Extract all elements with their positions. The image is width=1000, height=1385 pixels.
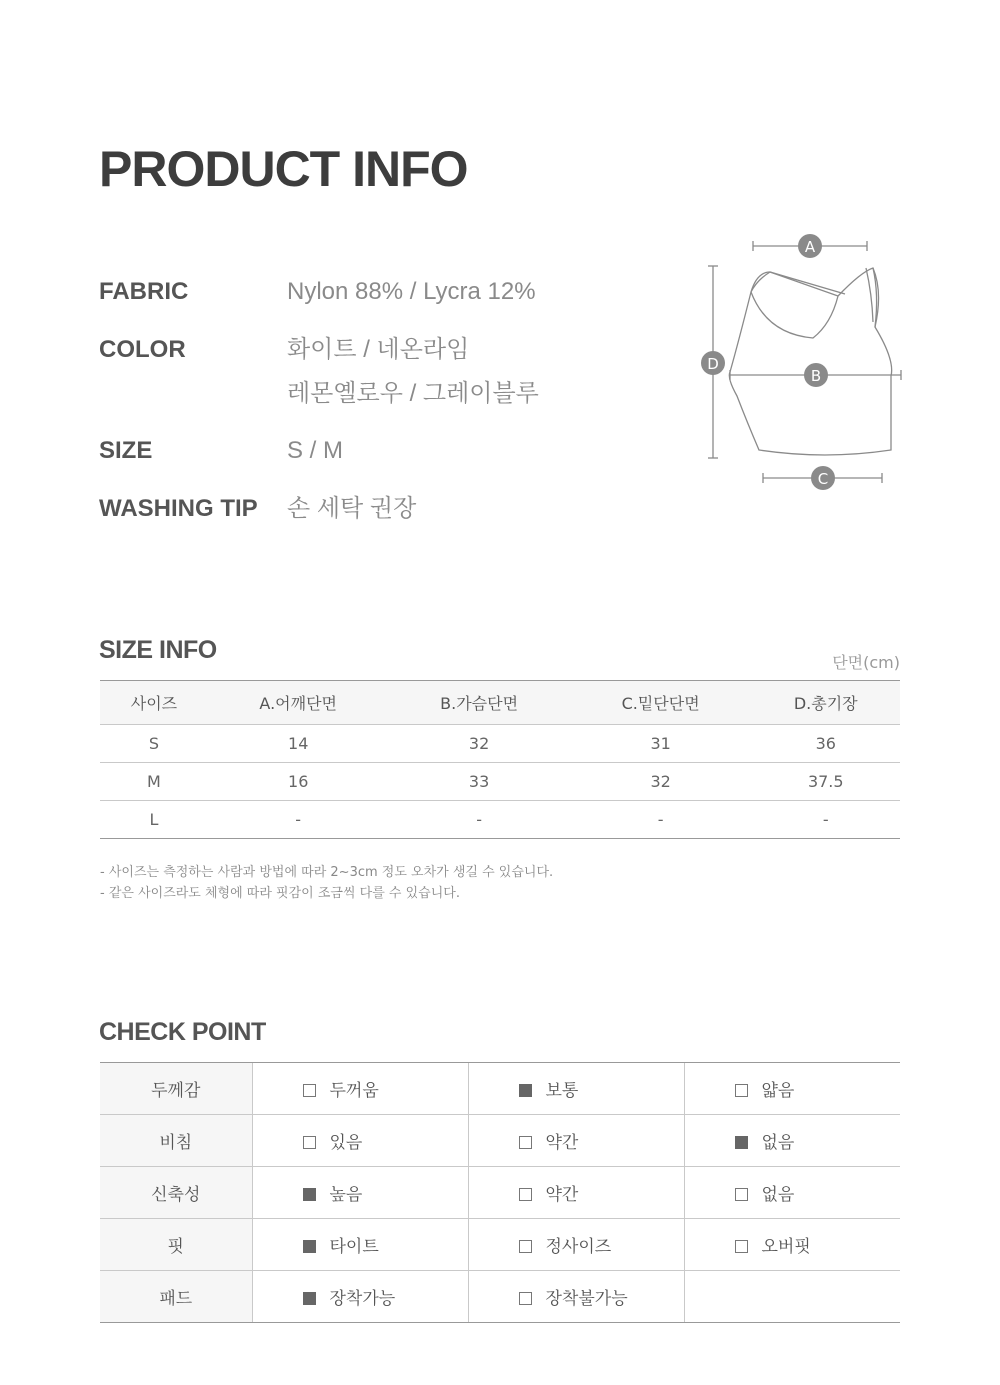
unchecked-box-icon — [303, 1136, 316, 1149]
page-title: PRODUCT INFO — [99, 141, 468, 197]
size-value: S / M — [287, 437, 344, 464]
check-option — [684, 1063, 900, 1115]
check-point-table — [100, 1062, 900, 1323]
label-d-marker — [701, 351, 725, 375]
option-label: 약간 — [545, 1133, 579, 1153]
option-label: 약간 — [545, 1185, 579, 1205]
option-label: 없음 — [761, 1133, 795, 1153]
table-cell: M — [100, 763, 208, 801]
checked-box-icon — [519, 1084, 532, 1097]
check-row-stretch — [100, 1167, 900, 1219]
option-label: 오버핏 — [761, 1237, 811, 1257]
check-option — [684, 1115, 900, 1167]
size-table — [100, 680, 900, 839]
option-label: 장착가능 — [329, 1289, 396, 1309]
check-option — [252, 1167, 468, 1219]
check-option-empty — [684, 1271, 900, 1323]
check-option — [468, 1063, 684, 1115]
header-shoulder: A.어깨단면 — [208, 681, 389, 725]
check-option — [468, 1115, 684, 1167]
checked-box-icon — [303, 1188, 316, 1201]
table-cell: - — [570, 801, 752, 839]
check-row-pad — [100, 1271, 900, 1323]
table-row — [100, 725, 900, 763]
option-label: 있음 — [329, 1133, 363, 1153]
fabric-value: Nylon 88% / Lycra 12% — [287, 278, 536, 305]
unchecked-box-icon — [519, 1136, 532, 1149]
check-row-label: 비침 — [100, 1115, 252, 1167]
check-option — [468, 1219, 684, 1271]
label-a: A — [804, 238, 816, 256]
unchecked-box-icon — [735, 1084, 748, 1097]
size-note-2: - 같은 사이즈라도 체형에 따라 핏감이 조금씩 다를 수 있습니다. — [100, 886, 460, 901]
size-table-header — [100, 681, 900, 725]
table-cell: 14 — [208, 725, 389, 763]
check-option — [468, 1271, 684, 1323]
unchecked-box-icon — [519, 1240, 532, 1253]
check-row-transparency — [100, 1115, 900, 1167]
checked-box-icon — [735, 1136, 748, 1149]
garment-measurement-diagram — [695, 232, 910, 494]
size-note-1: - 사이즈는 측정하는 사람과 방법에 따라 2~3cm 정도 오차가 생길 수 있습니다. — [100, 865, 554, 880]
checked-box-icon — [303, 1240, 316, 1253]
check-row-label: 패드 — [100, 1271, 252, 1323]
garment-outline — [729, 268, 891, 455]
check-option — [252, 1271, 468, 1323]
check-option — [684, 1167, 900, 1219]
option-label: 얇음 — [761, 1081, 795, 1101]
color-value-line2: 레몬옐로우 / 그레이블루 — [287, 380, 539, 407]
unchecked-box-icon — [735, 1240, 748, 1253]
label-d: D — [707, 355, 719, 373]
table-cell: 32 — [388, 725, 569, 763]
option-label: 장착불가능 — [545, 1289, 628, 1309]
label-b-marker — [804, 363, 828, 387]
option-label: 보통 — [545, 1081, 579, 1101]
check-row-label: 두께감 — [100, 1063, 252, 1115]
label-b: B — [810, 367, 822, 385]
table-cell: - — [208, 801, 389, 839]
size-label: SIZE — [99, 437, 153, 464]
table-cell: - — [388, 801, 569, 839]
check-option — [468, 1167, 684, 1219]
washing-label: WASHING TIP — [99, 495, 258, 522]
check-row-fit — [100, 1219, 900, 1271]
label-c: C — [817, 470, 829, 488]
check-row-thickness — [100, 1063, 900, 1115]
header-size: 사이즈 — [100, 681, 208, 725]
check-option — [684, 1219, 900, 1271]
check-point-title: CHECK POINT — [99, 1018, 266, 1046]
unchecked-box-icon — [303, 1084, 316, 1097]
option-label: 정사이즈 — [545, 1237, 612, 1257]
unit-note: 단면(cm) — [832, 653, 900, 672]
option-label: 타이트 — [329, 1237, 379, 1257]
check-option — [252, 1115, 468, 1167]
size-info-title: SIZE INFO — [99, 636, 217, 664]
table-cell: 32 — [570, 763, 752, 801]
fabric-label: FABRIC — [99, 278, 189, 305]
table-cell: - — [752, 801, 901, 839]
unchecked-box-icon — [519, 1188, 532, 1201]
table-cell: 31 — [570, 725, 752, 763]
option-label: 높음 — [329, 1185, 363, 1205]
table-cell: 33 — [388, 763, 569, 801]
table-row — [100, 763, 900, 801]
option-label: 없음 — [761, 1185, 795, 1205]
washing-value: 손 세탁 권장 — [287, 495, 417, 522]
table-cell: L — [100, 801, 208, 839]
check-option — [252, 1219, 468, 1271]
color-value-line1: 화이트 / 네온라임 — [287, 336, 470, 363]
check-row-label: 핏 — [100, 1219, 252, 1271]
table-cell: 36 — [752, 725, 901, 763]
unchecked-box-icon — [735, 1188, 748, 1201]
table-cell: 16 — [208, 763, 389, 801]
table-cell: S — [100, 725, 208, 763]
size-notes — [100, 862, 553, 904]
table-cell: 37.5 — [752, 763, 901, 801]
header-hem: C.밑단단면 — [570, 681, 752, 725]
table-row — [100, 801, 900, 839]
option-label: 두꺼움 — [329, 1081, 379, 1101]
label-a-marker — [798, 234, 822, 258]
checked-box-icon — [303, 1292, 316, 1305]
unchecked-box-icon — [519, 1292, 532, 1305]
check-row-label: 신축성 — [100, 1167, 252, 1219]
label-c-marker — [811, 466, 835, 490]
header-length: D.총기장 — [752, 681, 901, 725]
check-option — [252, 1063, 468, 1115]
header-chest: B.가슴단면 — [388, 681, 569, 725]
color-label: COLOR — [99, 336, 186, 363]
